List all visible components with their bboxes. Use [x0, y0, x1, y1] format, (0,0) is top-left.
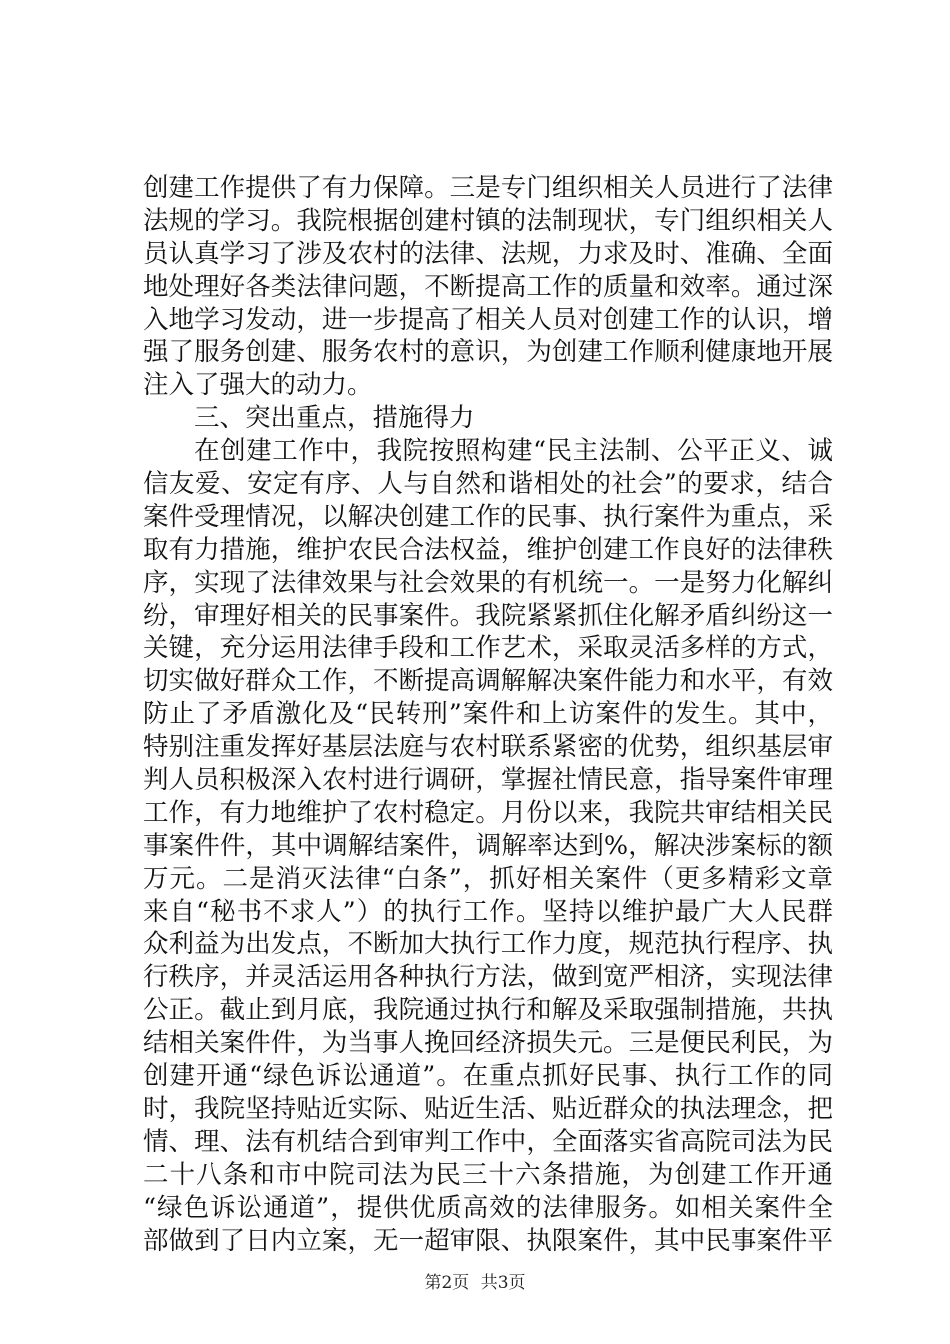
text-line-30: 情、理、法有机结合到审判工作中，全面落实省高院司法为民	[143, 1126, 833, 1157]
text-line-29: 时，我院坚持贴近实际、贴近生活、贴近群众的执法理念，把	[143, 1093, 833, 1124]
text-line-11: 案件受理情况，以解决创建工作的民事、执行案件为重点，采	[143, 501, 833, 532]
text-line-33: 部做到了日内立案，无一超审限、执限案件，其中民事案件平	[143, 1225, 833, 1256]
page-number: 第2页	[424, 1273, 470, 1293]
text-line-31: 二十八条和市中院司法为民三十六条措施，为创建工作开通	[143, 1159, 833, 1190]
document-body	[143, 172, 833, 1257]
text-line-10: 信友爱、安定有序、人与自然和谐相处的社会”的要求，结合	[143, 469, 833, 500]
text-line-17: 防止了矛盾激化及“民转刑”案件和上访案件的发生。其中，	[143, 699, 833, 730]
text-line-3: 员认真学习了涉及农村的法律、法规，力求及时、准确、全面	[143, 238, 833, 269]
text-line-1: 创建工作提供了有力保障。三是专门组织相关人员进行了法律	[143, 173, 833, 203]
text-line-5: 入地学习发动，进一步提高了相关人员对创建工作的认识，增	[143, 304, 833, 335]
text-line-24: 众利益为出发点，不断加大执行工作力度，规范执行程序、执	[143, 929, 833, 960]
text-line-12: 取有力措施，维护农民合法权益，维护创建工作良好的法律秩	[143, 534, 833, 565]
text-line-20: 工作，有力地维护了农村稳定。月份以来，我院共审结相关民	[143, 797, 833, 828]
text-line-6: 强了服务创建、服务农村的意识，为创建工作顺利健康地开展	[143, 337, 833, 368]
text-line-25: 行秩序，并灵活运用各种执行方法，做到宽严相济，实现法律	[143, 962, 833, 993]
page-footer	[0, 1272, 950, 1294]
page-total: 共3页	[480, 1273, 526, 1293]
text-line-22: 万元。二是消灭法律“白条”，抓好相关案件（更多精彩文章	[143, 863, 833, 894]
text-line-27: 结相关案件件，为当事人挽回经济损失元。三是便民利民，为	[143, 1028, 833, 1059]
text-line-13: 序，实现了法律效果与社会效果的有机统一。一是努力化解纠	[143, 567, 833, 598]
text-line-15: 关键，充分运用法律手段和工作艺术，采取灵活多样的方式，	[143, 633, 833, 664]
text-line-26: 公正。截止到月底，我院通过执行和解及采取强制措施，共执	[143, 995, 833, 1026]
text-line-16: 切实做好群众工作，不断提高调解解决案件能力和水平，有效	[143, 666, 833, 697]
text-line-21: 事案件件，其中调解结案件，调解率达到%，解决涉案标的额	[143, 830, 833, 861]
text-line-9: 在创建工作中，我院按照构建“民主法制、公平正义、诚	[194, 436, 833, 467]
text-line-18: 特别注重发挥好基层法庭与农村联系紧密的优势，组织基层审	[143, 732, 833, 763]
text-line-14: 纷，审理好相关的民事案件。我院紧紧抓住化解矛盾纠纷这一	[143, 600, 833, 631]
section-heading: 三、突出重点，措施得力	[194, 403, 475, 434]
text-line-7: 注入了强大的动力。	[143, 370, 373, 401]
text-line-23: 来自“秘书不求人”）的执行工作。坚持以维护最广大人民群	[143, 896, 833, 927]
text-line-2: 法规的学习。我院根据创建村镇的法制现状，专门组织相关人	[143, 205, 833, 236]
text-line-19: 判人员积极深入农村进行调研，掌握社情民意，指导案件审理	[143, 765, 833, 796]
text-line-28: 创建开通“绿色诉讼通道”。在重点抓好民事、执行工作的同	[143, 1061, 833, 1092]
text-line-32: “绿色诉讼通道”，提供优质高效的法律服务。如相关案件全	[143, 1192, 833, 1223]
text-line-4: 地处理好各类法律问题，不断提高工作的质量和效率。通过深	[143, 271, 833, 302]
